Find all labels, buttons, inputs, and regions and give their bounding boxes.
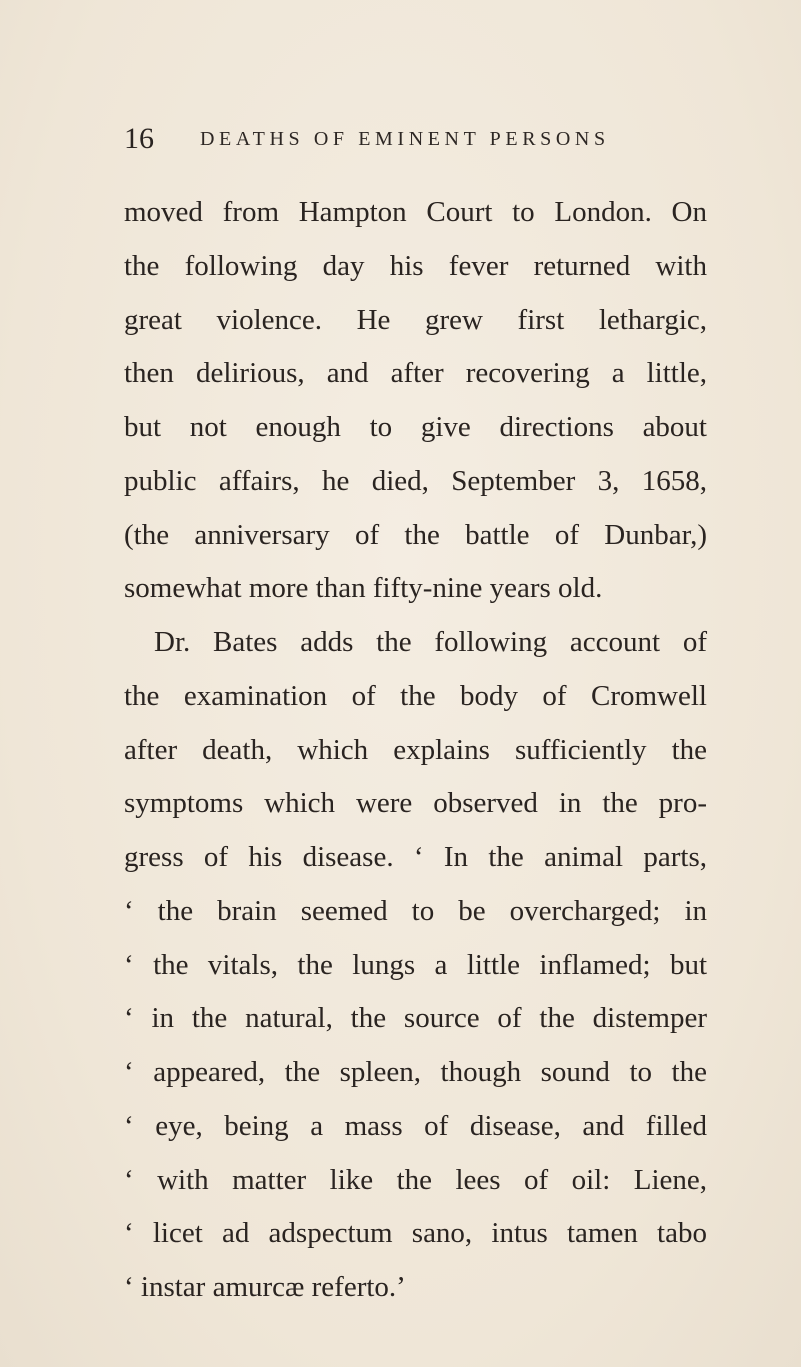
text-line: the following day his fever returned with <box>124 249 707 282</box>
text-line: ‘ with matter like the lees of oil: Liene, <box>124 1163 707 1196</box>
text-line: (the anniversary of the battle of Dunbar,) <box>124 518 707 551</box>
text-line: ‘ eye, being a mass of disease, and filled <box>124 1109 707 1142</box>
page-header <box>124 114 684 164</box>
running-title: DEATHS OF EMINENT PERSONS <box>200 128 610 150</box>
text-line: ‘ licet ad adspectum sano, intus tamen tabo <box>124 1217 707 1250</box>
text-line: but not enough to give directions about <box>124 411 707 443</box>
text-line: then delirious, and after recovering a little, <box>124 357 707 390</box>
text-line: moved from Hampton Court to London. On <box>124 196 707 228</box>
text-line: great violence. He grew first lethargic, <box>124 303 707 336</box>
text-line: the examination of the body of Cromwell <box>124 679 707 712</box>
text-line: ‘ instar amurcæ referto.’ <box>124 1271 406 1303</box>
page-number: 16 <box>124 122 154 155</box>
text-line: gress of his disease. ‘ In the animal parts, <box>124 841 707 873</box>
text-line: Dr. Bates adds the following account of <box>154 626 707 658</box>
text-line: somewhat more than fifty-nine years old. <box>124 572 603 605</box>
text-line: ‘ the vitals, the lungs a little inflamed; but <box>124 948 707 981</box>
text-line: ‘ in the natural, the source of the distemper <box>124 1002 707 1035</box>
text-line: ‘ appeared, the spleen, though sound to the <box>124 1056 707 1088</box>
text-line: ‘ the brain seemed to be overcharged; in <box>124 894 707 927</box>
text-line: symptoms which were observed in the pro- <box>124 787 707 820</box>
text-line: after death, which explains sufficiently the <box>124 733 707 766</box>
text-line: public affairs, he died, September 3, 1658, <box>124 464 707 497</box>
body-text <box>124 186 707 1315</box>
